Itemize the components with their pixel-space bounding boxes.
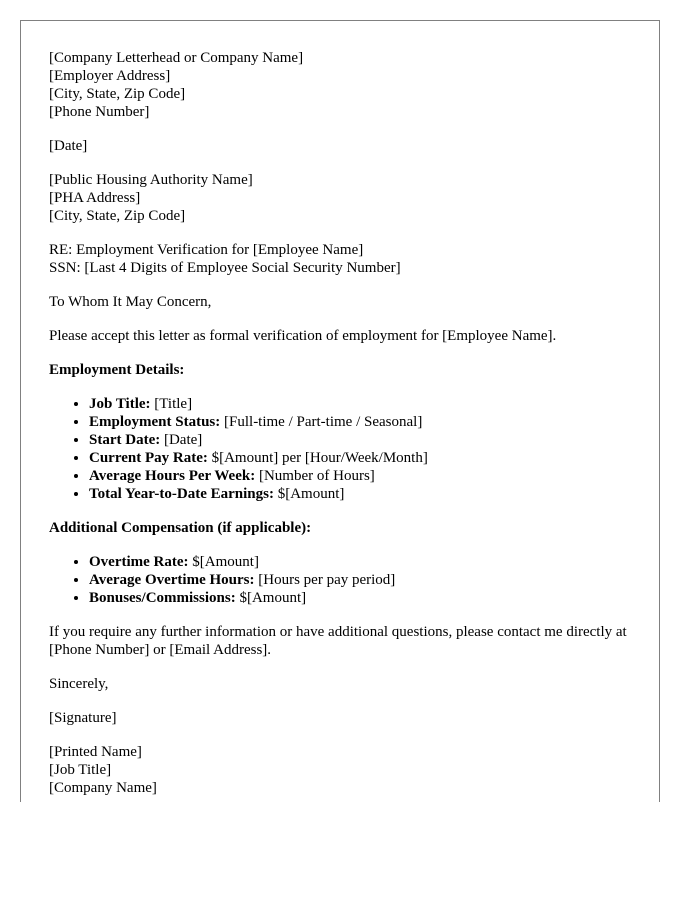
intro-paragraph: Please accept this letter as formal verification of employment for [Employee Name]. bbox=[49, 328, 557, 344]
item-value: [Full-time / Part-time / Seasonal] bbox=[220, 414, 423, 430]
letter-date: [Date] bbox=[49, 138, 88, 154]
list-item bbox=[89, 431, 629, 449]
recipient-name: [Public Housing Authority Name] bbox=[49, 172, 253, 188]
employment-details-list bbox=[49, 395, 629, 503]
list-item bbox=[89, 449, 629, 467]
signature: [Signature] bbox=[49, 710, 117, 726]
sender-city-state-zip: [City, State, Zip Code] bbox=[49, 86, 186, 102]
salutation: To Whom It May Concern, bbox=[49, 294, 212, 310]
item-label: Employment Status: bbox=[89, 414, 221, 430]
recipient-address: [PHA Address] bbox=[49, 190, 141, 206]
sender-address: [Employer Address] bbox=[49, 68, 171, 84]
sign-off: Sincerely, bbox=[49, 676, 109, 692]
subject-ssn: SSN: [Last 4 Digits of Employee Social Security Number] bbox=[49, 260, 401, 276]
signer-printed-name: [Printed Name] bbox=[49, 744, 142, 760]
item-value: $[Amount] per [Hour/Week/Month] bbox=[207, 450, 428, 466]
item-value: $[Amount] bbox=[273, 486, 345, 502]
subject-re: RE: Employment Verification for [Employee Name] bbox=[49, 242, 364, 258]
sender-company: [Company Letterhead or Company Name] bbox=[49, 50, 304, 66]
item-value: [Number of Hours] bbox=[255, 468, 375, 484]
item-label: Current Pay Rate: bbox=[89, 450, 208, 466]
sender-block bbox=[49, 49, 629, 121]
list-item bbox=[89, 413, 629, 431]
signer-block bbox=[49, 743, 629, 797]
list-item bbox=[89, 485, 629, 503]
item-label: Bonuses/Commissions: bbox=[89, 590, 236, 606]
subject-block bbox=[49, 241, 629, 277]
item-value: $[Amount] bbox=[188, 554, 259, 570]
date-block bbox=[49, 137, 629, 155]
recipient-block bbox=[49, 171, 629, 225]
list-item bbox=[89, 553, 629, 571]
item-label: Average Hours Per Week: bbox=[89, 468, 256, 484]
employment-details-heading: Employment Details: bbox=[49, 362, 185, 378]
item-value: [Date] bbox=[160, 432, 203, 448]
additional-compensation-heading: Additional Compensation (if applicable): bbox=[49, 520, 312, 536]
item-value: $[Amount] bbox=[235, 590, 307, 606]
item-label: Overtime Rate: bbox=[89, 554, 189, 570]
list-item bbox=[89, 571, 629, 589]
list-item bbox=[89, 395, 629, 413]
item-label: Job Title: bbox=[89, 396, 151, 412]
item-value: [Title] bbox=[150, 396, 193, 412]
item-label: Start Date: bbox=[89, 432, 161, 448]
signer-job-title: [Job Title] bbox=[49, 762, 112, 778]
letter-body bbox=[49, 49, 629, 802]
closing-paragraph: If you require any further information or have additional questions, please contact me directly at [Phone Number] or [Email Address]. bbox=[49, 624, 627, 658]
additional-compensation-list bbox=[49, 553, 629, 607]
item-label: Total Year-to-Date Earnings: bbox=[89, 486, 274, 502]
item-value: [Hours per pay period] bbox=[254, 572, 396, 588]
recipient-city-state-zip: [City, State, Zip Code] bbox=[49, 208, 186, 224]
signer-company: [Company Name] bbox=[49, 780, 157, 796]
list-item bbox=[89, 467, 629, 485]
letter-page bbox=[20, 20, 660, 802]
list-item bbox=[89, 589, 629, 607]
item-label: Average Overtime Hours: bbox=[89, 572, 255, 588]
sender-phone: [Phone Number] bbox=[49, 104, 150, 120]
